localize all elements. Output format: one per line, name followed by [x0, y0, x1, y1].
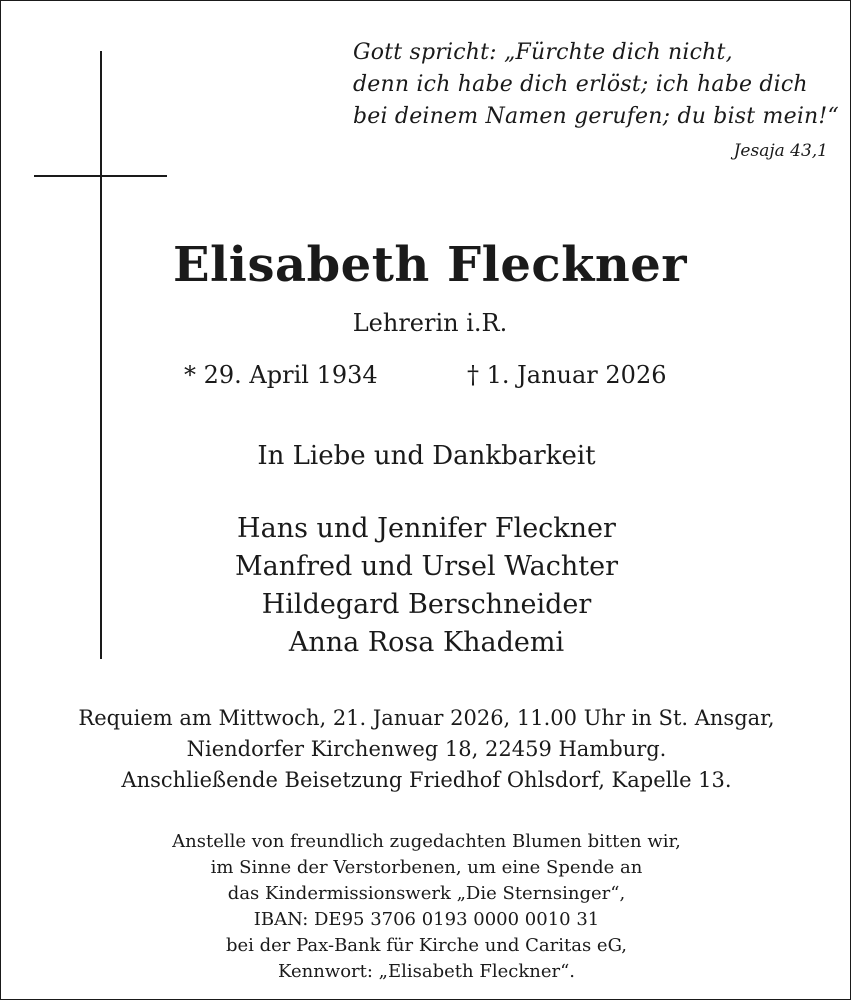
- death-date: † 1. Januar 2026: [467, 361, 667, 389]
- deceased-profession-text: Lehrerin i.R.: [352, 309, 508, 337]
- mourner-name: Hildegard Berschneider: [261, 589, 592, 620]
- donation-line: bei der Pax-Bank für Kirche und Caritas eG,: [225, 935, 628, 956]
- verse-line: bei deinem Namen gerufen; du bist mein!“: [353, 104, 839, 129]
- donation-request: [1, 829, 851, 985]
- mourner-name: Manfred und Ursel Wachter: [235, 551, 618, 582]
- dedication-line: In Liebe und Dankbarkeit: [257, 441, 596, 471]
- service-line: Niendorfer Kirchenweg 18, 22459 Hamburg.: [186, 737, 667, 761]
- deceased-profession: [1, 309, 851, 337]
- service-details: [1, 703, 851, 796]
- mourners-list: [1, 510, 851, 662]
- deceased-name-text: Elisabeth Fleckner: [172, 237, 688, 293]
- donation-keyword: Kennwort: „Elisabeth Fleckner“.: [278, 961, 575, 982]
- verse-line: denn ich habe dich erlöst; ich habe dich: [353, 72, 808, 97]
- bible-verse: [353, 37, 839, 133]
- donation-line: Anstelle von freundlich zugedachten Blumen bitten wir,: [172, 831, 681, 852]
- donation-line: das Kindermissionswerk „Die Sternsinger“,: [227, 883, 626, 904]
- service-line: Requiem am Mittwoch, 21. Januar 2026, 11.00 Uhr in St. Ansgar,: [78, 706, 775, 730]
- mourner-name: Hans und Jennifer Fleckner: [237, 513, 616, 544]
- mourner-name: Anna Rosa Khademi: [288, 627, 565, 658]
- cross-horizontal-bar: [34, 175, 167, 177]
- verse-line: Gott spricht: „Fürchte dich nicht,: [353, 40, 733, 65]
- donation-iban: IBAN: DE95 3706 0193 0000 0010 31: [253, 909, 600, 930]
- verse-reference: Jesaja 43,1: [733, 141, 828, 161]
- service-line: Anschließende Beisetzung Friedhof Ohlsdorf, Kapelle 13.: [121, 768, 732, 792]
- donation-line: im Sinne der Verstorbenen, um eine Spende an: [210, 857, 643, 878]
- deceased-name: [1, 237, 851, 293]
- birth-date: * 29. April 1934: [184, 361, 378, 389]
